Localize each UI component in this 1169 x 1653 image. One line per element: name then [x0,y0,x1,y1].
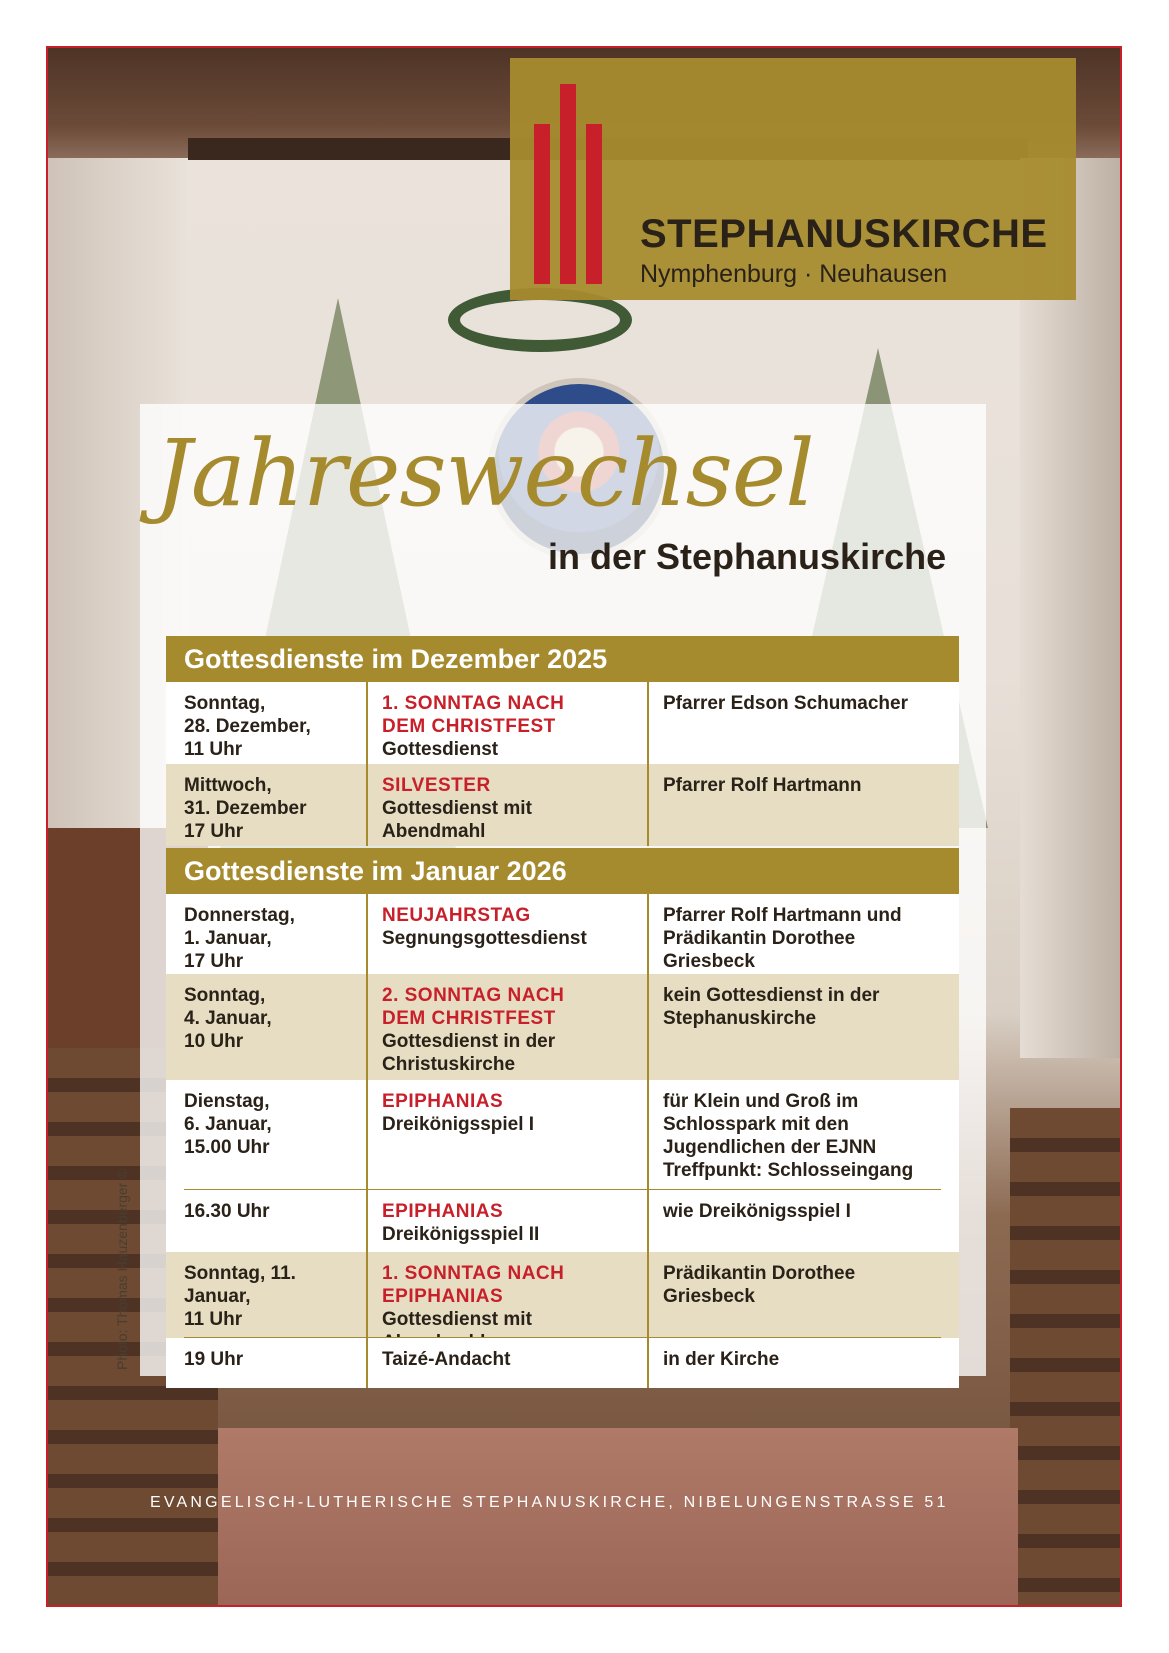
date-line: Mittwoch, [184,775,272,796]
occasion-cell [366,764,649,846]
subheadline: in der Stephanuskirche [548,536,947,577]
person-line: Pfarrer Edson Schumacher [663,693,908,714]
date-line: 11 Uhr [184,1309,243,1330]
schedule-row [166,894,959,974]
date-line: 16.30 Uhr [184,1201,270,1222]
date-line: Sonntag, 11. Januar, [184,1263,296,1307]
date-line: 4. Januar, [184,1008,272,1029]
date-cell [166,1080,366,1190]
service-line: Gottesdienst mit [382,1309,532,1330]
occasion-line: DEM CHRISTFEST [382,1008,556,1029]
date-cell [166,764,366,846]
occasion-cell [366,974,649,1080]
service-line: Gottesdienst [382,739,499,760]
person-cell [649,1252,959,1338]
schedule-row [166,974,959,1080]
footer-address: EVANGELISCH-LUTHERISCHE STEPHANUSKIRCHE, NIBELUNGENSTRASSE 51 [150,1494,949,1511]
person-cell [649,974,959,1080]
person-cell [649,1338,959,1388]
date-line: 11 Uhr [184,739,243,760]
person-line: Schlosspark mit den [663,1114,849,1135]
occasion-line: 1. SONNTAG NACH [382,1263,565,1284]
date-line: 1. Januar, [184,928,272,949]
floor [218,1428,1018,1605]
date-line: Dienstag, [184,1091,270,1112]
occasion-line: EPIPHANIAS [382,1091,504,1112]
person-cell [649,1190,959,1252]
occasion-line: NEUJAHRSTAG [382,905,531,926]
person-cell [649,1080,959,1190]
date-line: 15.00 Uhr [184,1137,270,1158]
service-line: Christuskirche [382,1054,516,1075]
service-line: Dreikönigsspiel I [382,1114,535,1135]
person-line: kein Gottesdienst in der [663,985,880,1006]
occasion-line: EPIPHANIAS [382,1201,504,1222]
person-line: Prädikantin Dorothee Griesbeck [663,928,856,972]
service-line: Taizé-Andacht [382,1349,511,1370]
logo-bar [534,124,550,284]
logo-icon [534,84,614,284]
headline: Jahreswechsel [155,420,814,527]
occasion-line: EPIPHANIAS [382,1286,504,1307]
date-cell [166,1338,366,1388]
section-heading: Gottesdienste im Januar 2026 [166,848,959,894]
schedule-row [166,764,959,846]
date-line: 17 Uhr [184,821,244,842]
schedule-row [166,1190,959,1252]
service-line: Dreikönigsspiel II [382,1224,540,1245]
service-line: Segnungsgottesdienst [382,928,587,949]
occasion-cell [366,1338,649,1388]
date-cell [166,974,366,1080]
person-cell [649,682,959,764]
person-cell [649,764,959,846]
occasion-line: 2. SONNTAG NACH [382,985,565,1006]
occasion-cell [366,894,649,974]
occasion-cell [366,1252,649,1338]
occasion-line: DEM CHRISTFEST [382,716,556,737]
section-heading: Gottesdienste im Dezember 2025 [166,636,959,682]
person-line: wie Dreikönigsspiel I [663,1201,851,1222]
person-line: Stephanuskirche [663,1008,817,1029]
service-line: Gottesdienst in der [382,1031,556,1052]
logo-bar [560,84,576,284]
date-line: 10 Uhr [184,1031,244,1052]
person-line: Treffpunkt: Schlosseingang [663,1160,914,1181]
person-line: Pfarrer Rolf Hartmann und [663,905,902,926]
person-line: Jugendlichen der EJNN [663,1137,877,1158]
occasion-line: SILVESTER [382,775,491,796]
occasion-cell [366,1080,649,1190]
schedule-row [166,1080,959,1190]
date-cell [166,894,366,974]
date-line: 6. Januar, [184,1114,272,1135]
date-cell [166,682,366,764]
logo-subtitle: Nymphenburg · Neuhausen [640,260,948,288]
person-line: Prädikantin Dorothee Griesbeck [663,1263,856,1307]
occasion-cell [366,682,649,764]
logo-title: STEPHANUSKIRCHE [640,212,1048,256]
date-line: 28. Dezember, [184,716,311,737]
date-line: Donnerstag, [184,905,295,926]
date-line: Sonntag, [184,985,266,1006]
schedule-row [166,1252,959,1338]
date-line: 31. Dezember [184,798,307,819]
date-line: Sonntag, [184,693,266,714]
date-line: 17 Uhr [184,951,244,972]
person-line: Pfarrer Rolf Hartmann [663,775,862,796]
date-cell [166,1190,366,1252]
person-line: für Klein und Groß im [663,1091,859,1112]
occasion-cell [366,1190,649,1252]
photo-credit: Photo: Thomas Hauzenberger © [114,1168,130,1370]
date-cell [166,1252,366,1338]
schedule-row [166,682,959,764]
logo-bar [586,124,602,284]
person-cell [649,894,959,974]
date-line: 19 Uhr [184,1349,244,1370]
occasion-line: 1. SONNTAG NACH [382,693,565,714]
person-line: in der Kirche [663,1349,780,1370]
schedule-row [166,1338,959,1388]
service-line: Gottesdienst mit Abendmahl [382,798,532,842]
pews-right [1010,1108,1120,1605]
